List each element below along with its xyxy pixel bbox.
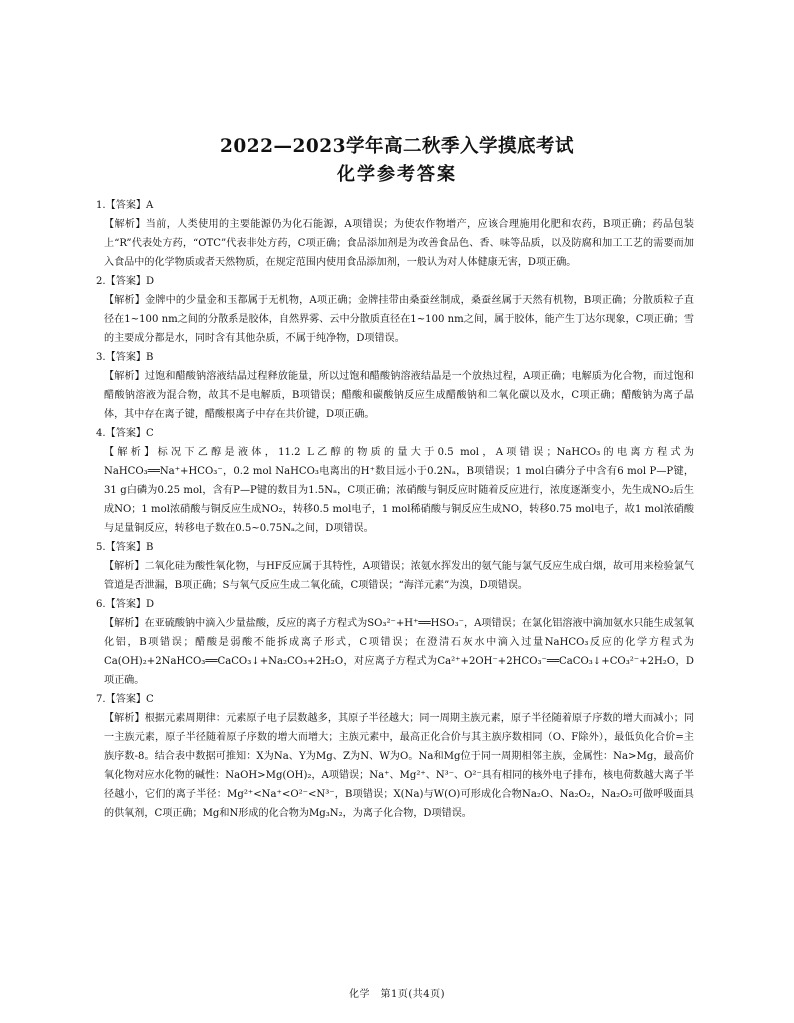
explanation-paragraph: 【解析】过饱和醋酸钠溶液结晶过程释放能量，所以过饱和醋酸钠溶液结晶是一个放热过程，A项正确；电解质为化合物，而过饱和醋酸钠溶液为混合物，故其不是电解质，B项错误；醋酸和碳酸钠反应生成醋酸钠和二氧化碳以及水，C项正确；醋酸钠为离子晶体，其中存在离子键，醋酸根离子中存在共价键，D项正确。 [104,371,694,420]
explanation-paragraph: 【解析】当前，人类使用的主要能源仍为化石能源，A项错误；为使农作物增产，应该合理施用化肥和农药，B项正确；药品包装上“R”代表处方药，“OTC”代表非处方药，C项正确；食品添加剂是为改善食品色、香、味等品质，以及防腐和加工工艺的需要而加入食品中的化学物质或者天然物质，在规定范围内使用食品添加剂，一般认为对人体健康无害，D项正确。 [104,219,694,268]
explanation-paragraph: 【解析】标况下乙醇是液体，11.2 L乙醇的物质的量大于0.5 mol，A项错误；NaHCO₃的电离方程式为NaHCO₃══Na⁺+HCO₃⁻，0.2 mol NaHCO₃电离出的H⁺数目远小于0.2Nₐ，B项错误；1 mol白磷分子中含有6 mol P—P键，31 g白磷为0.25 mol，含有P—P键的数目为1.5Nₐ，C项正确；浓硝酸与铜反应时随着反应进行，浓度逐渐变小，先生成NO₂后生成NO；1 mol浓硝酸与铜反应生成NO₂，转移0.5 mol电子，1 mol稀硝酸与铜反应生成NO，转移0.75 mol电子，故1 mol浓硝酸与足量铜反应，转移电子数在0.5~0.75Nₐ之间，D项错误。 [104,447,694,534]
answer-line: 3.【答案】B [96,352,154,363]
question-5 [96,538,694,595]
answer-line: 4.【答案】C [96,428,154,439]
question-7 [96,690,694,823]
explanation-paragraph: 【解析】二氧化硅为酸性氧化物，与HF反应属于其特性，A项错误；浓氨水挥发出的氨气能与氯气反应生成白烟，故可用来检验氯气管道是否泄漏，B项正确；S与氧气反应生成二氧化硫，C项错误；“海洋元素”为溴，D项错误。 [104,561,694,591]
answer-line: 5.【答案】B [96,542,154,553]
explanation-paragraph: 【解析】在亚硫酸钠中滴入少量盐酸，反应的离子方程式为SO₃²⁻+H⁺══HSO₃⁻，A项错误；在氯化铝溶液中滴加氨水只能生成氢氧化铝，B项错误；醋酸是弱酸不能拆成离子形式，C项错误；在澄清石灰水中滴入过量NaHCO₃反应的化学方程式为Ca(OH)₂+2NaHCO₃══CaCO₃↓+Na₂CO₃+2H₂O，对应离子方程式为Ca²⁺+2OH⁻+2HCO₃⁻══CaCO₃↓+CO₃²⁻+2H₂O，D项正确。 [104,618,694,686]
page-title: 2022—2023学年高二秋季入学摸底考试 [220,136,574,157]
question-3 [96,348,694,424]
answers-list [96,196,694,823]
answer-line: 6.【答案】D [96,599,155,610]
answer-line: 1.【答案】A [96,200,154,211]
question-1 [96,196,694,272]
answer-line: 7.【答案】C [96,694,154,705]
explanation-paragraph: 【解析】金牌中的少量金和玉都属于无机物，A项正确；金牌挂带由桑蚕丝制成，桑蚕丝属于天然有机物，B项正确；分散质粒子直径在1~100 nm之间的分散系是胶体，自然界雾、云中分散质直径在1~100 nm之间，属于胶体，能产生丁达尔现象，C项正确；雪的主要成分都是水，同时含有其他杂质，不属于纯净物，D项错误。 [104,295,694,344]
page-subtitle: 化学参考答案 [337,164,457,185]
explanation-paragraph: 【解析】根据元素周期律：元素原子电子层数越多，其原子半径越大；同一周期主族元素，原子半径随着原子序数的增大而减小；同一主族元素，原子半径随着原子序数的增大而增大；主族元素中，最高正化合价与其主族序数相同（O、F除外），最低负化合价=主族序数-8。结合表中数据可推知：X为Na、Y为Mg、Z为N、W为O。Na和Mg位于同一周期相邻主族，金属性：Na>Mg，最高价氧化物对应水化物的碱性：NaOH>Mg(OH)₂，A项错误；Na⁺、Mg²⁺、N³⁻、O²⁻具有相同的核外电子排布，核电荷数越大离子半径越小，它们的离子半径：Mg²⁺<Na⁺<O²⁻<N³⁻，B项错误；X(Na)与W(O)可形成化合物Na₂O、Na₂O₂，Na₂O₂可做呼吸面具的供氧剂，C项正确；Mg和N形成的化合物为Mg₃N₂，为离子化合物，D项错误。 [104,713,694,819]
question-6 [96,595,694,690]
question-4 [96,424,694,538]
page-footer: 化学 第1页(共4页) [348,989,446,1000]
answer-line: 2.【答案】D [96,276,155,287]
question-2 [96,272,694,348]
